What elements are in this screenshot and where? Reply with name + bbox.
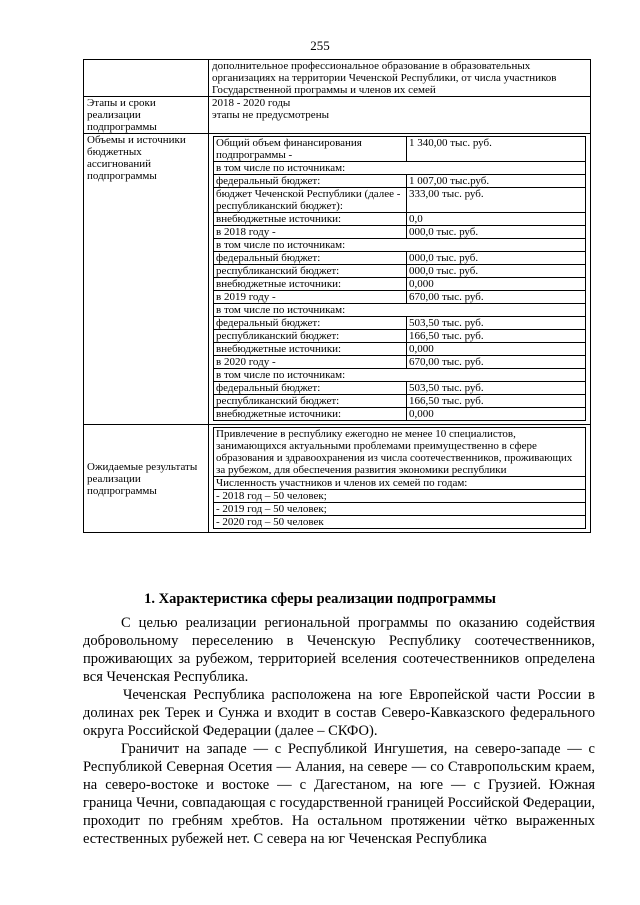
row-label: Ожидаемые результаты реализации подпрограммы: [84, 425, 209, 533]
funding-label: внебюджетные источники:: [214, 343, 407, 356]
funding-value: 1 340,00 тыс. руб.: [407, 137, 586, 162]
funding-value: 000,0 тыс. руб.: [407, 226, 586, 239]
results-line: - 2019 год – 50 человек;: [214, 503, 586, 516]
funding-row: [214, 317, 586, 330]
funding-row: [214, 382, 586, 395]
results-line: - 2018 год – 50 человек;: [214, 490, 586, 503]
row-value: [209, 97, 591, 134]
funding-value: 503,50 тыс. руб.: [407, 317, 586, 330]
funding-row: [214, 369, 586, 382]
row-label: Этапы и сроки реализации подпрограммы: [84, 97, 209, 134]
funding-row: [214, 395, 586, 408]
funding-value: 166,50 тыс. руб.: [407, 395, 586, 408]
funding-value: 0,000: [407, 343, 586, 356]
funding-label: Общий объем финансирования подпрограммы -: [214, 137, 407, 162]
results-row: [214, 516, 586, 529]
results-table: [213, 427, 586, 529]
funding-label: федеральный бюджет:: [214, 317, 407, 330]
funding-row: [214, 304, 586, 317]
funding-label: внебюджетные источники:: [214, 213, 407, 226]
funding-label: республиканский бюджет:: [214, 395, 407, 408]
results-cell: [209, 425, 591, 533]
funding-label: в том числе по источникам:: [214, 304, 586, 317]
results-line: Численность участников и членов их семей по годам:: [214, 477, 586, 490]
funding-row: [214, 278, 586, 291]
table-row: [84, 134, 591, 425]
funding-value: 0,0: [407, 213, 586, 226]
funding-value: 000,0 тыс. руб.: [407, 265, 586, 278]
table-row: [84, 60, 591, 97]
page-number: 255: [310, 38, 330, 53]
funding-label: внебюджетные источники:: [214, 408, 407, 421]
results-line: - 2020 год – 50 человек: [214, 516, 586, 529]
row-label: Объемы и источники бюджетных ассигнований подпрограммы: [84, 134, 209, 425]
funding-cell: [209, 134, 591, 425]
funding-label: федеральный бюджет:: [214, 252, 407, 265]
funding-row: [214, 356, 586, 369]
funding-label: в 2019 году -: [214, 291, 407, 304]
funding-value: 1 007,00 тыс.руб.: [407, 175, 586, 188]
funding-value: 670,00 тыс. руб.: [407, 356, 586, 369]
funding-label: бюджет Чеченской Республики (далее - республиканский бюджет):: [214, 188, 407, 213]
funding-label: федеральный бюджет:: [214, 382, 407, 395]
passport-table: [83, 59, 591, 533]
funding-row: [214, 188, 586, 213]
row-text: дополнительное профессиональное образование в образовательных организациях на территории Чеченской Республики, от числа участников Государственной программы и членов их семей: [209, 60, 591, 97]
line: этапы не предусмотрены: [212, 109, 329, 121]
body-text: [83, 614, 595, 848]
funding-label: федеральный бюджет:: [214, 175, 407, 188]
funding-value: 670,00 тыс. руб.: [407, 291, 586, 304]
results-text: Привлечение в республику ежегодно не менее 10 специалистов, занимающихся актуальными проблемами преимущественно в сфере образования и здравоохранения из числа соотечественников, проживающих за рубежом, для обеспечения развития экономики республики: [214, 428, 586, 477]
funding-label: республиканский бюджет:: [214, 330, 407, 343]
funding-row: [214, 137, 586, 162]
table-row: [84, 97, 591, 134]
funding-row: [214, 265, 586, 278]
paragraph: Граничит на западе — с Республикой Ингушетия, на северо-западе — с Республикой Северная Осетия — Алания, на севере — со Ставропольским краем, на северо-востоке и востоке — с Дагестаном, на юге — с Грузией. Южная граница Чечни, совпадающая с государственной границей Российской Федерации, проходит по гребням хребтов. На остальном протяжении чётко выраженных естественных рубежей нет. С севера на юг Чеченская Республика: [83, 741, 595, 847]
funding-value: 0,000: [407, 408, 586, 421]
funding-label: в том числе по источникам:: [214, 239, 586, 252]
results-row: [214, 428, 586, 477]
results-row: [214, 490, 586, 503]
results-row: [214, 503, 586, 516]
funding-row: [214, 252, 586, 265]
funding-value: 000,0 тыс. руб.: [407, 252, 586, 265]
line: 2018 - 2020 годы: [212, 97, 291, 109]
funding-row: [214, 213, 586, 226]
funding-label: в 2020 году -: [214, 356, 407, 369]
table-row: [84, 425, 591, 533]
funding-value: 0,000: [407, 278, 586, 291]
paragraph: Чеченская Республика расположена на юге Европейской части России в долинах рек Терек и Сунжа и входит в состав Северо-Кавказского федерального округа Российской Федерации (далее – СКФО).: [83, 687, 595, 739]
funding-label: внебюджетные источники:: [214, 278, 407, 291]
funding-value: 333,00 тыс. руб.: [407, 188, 586, 213]
funding-row: [214, 291, 586, 304]
row-label: [84, 60, 209, 97]
funding-label: в том числе по источникам:: [214, 162, 586, 175]
funding-row: [214, 343, 586, 356]
paragraph: С целью реализации региональной программы по оказанию содействия добровольному переселению в Чеченскую Республику соотечественников, проживающих за рубежом, территорией вселения соотечественников определена вся Чеченская Республика.: [83, 615, 595, 685]
funding-row: [214, 175, 586, 188]
funding-label: в 2018 году -: [214, 226, 407, 239]
funding-value: 503,50 тыс. руб.: [407, 382, 586, 395]
results-row: [214, 477, 586, 490]
funding-row: [214, 162, 586, 175]
funding-label: в том числе по источникам:: [214, 369, 586, 382]
funding-row: [214, 408, 586, 421]
section-heading: 1. Характеристика сферы реализации подпрограммы: [144, 591, 496, 607]
funding-row: [214, 239, 586, 252]
funding-row: [214, 226, 586, 239]
funding-label: республиканский бюджет:: [214, 265, 407, 278]
funding-value: 166,50 тыс. руб.: [407, 330, 586, 343]
funding-table: [213, 136, 586, 421]
funding-row: [214, 330, 586, 343]
